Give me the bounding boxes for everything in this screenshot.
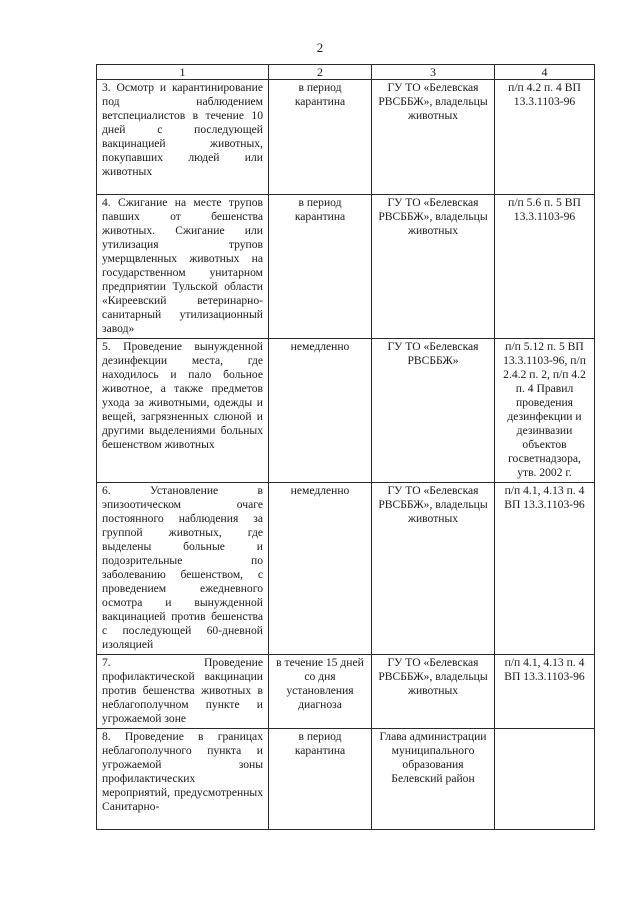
measure-cell: 7. Проведение профилактической вакцинации против бешенства животных в неблагополучном пункте и угрожаемой зоне (97, 655, 269, 729)
executor-cell: ГУ ТО «Белевская РВСББЖ», владельцы животных (372, 195, 495, 339)
term-cell: в период карантина (269, 729, 372, 830)
measure-cell: 6. Установление в эпизоотическом очаге постоянного наблюдения за группой животных, где выделены больные и подозрительные по заболеванию бешенством, с проведением ежедневного осмотра и вынужденной вакцинацией против бешенства с последующей 60-дневной изоляцией (97, 483, 269, 655)
table-row (97, 729, 595, 830)
basis-cell: п/п 4.2 п. 4 ВП 13.3.1103-96 (495, 80, 595, 195)
page-number: 2 (316, 40, 324, 55)
term-cell: немедленно (269, 339, 372, 483)
basis-cell (495, 729, 595, 830)
table-row (97, 655, 595, 729)
term-cell: немедленно (269, 483, 372, 655)
executor-cell: ГУ ТО «Белевская РВСББЖ», владельцы животных (372, 80, 495, 195)
basis-cell: п/п 5.12 п. 5 ВП 13.3.1103-96, п/п 2.4.2 п. 2, п/п 4.2 п. 4 Правил проведения дезинфекции и дезинвазии объектов госветнадзора, утв. 2002 г. (495, 339, 595, 483)
table-row (97, 195, 595, 339)
column-header: 1 (97, 65, 269, 80)
basis-cell: п/п 4.1, 4.13 п. 4 ВП 13.3.1103-96 (495, 483, 595, 655)
column-header: 2 (269, 65, 372, 80)
measure-cell: 4. Сжигание на месте трупов павших от бешенства животных. Сжигание или утилизация трупов умерщвленных животных на государственном унитарном предприятии Тульской области «Киреевский ветеринарно-санитарный утилизационный завод» (97, 195, 269, 339)
column-header: 4 (495, 65, 595, 80)
basis-cell: п/п 4.1, 4.13 п. 4 ВП 13.3.1103-96 (495, 655, 595, 729)
term-cell: в период карантина (269, 80, 372, 195)
measure-cell: 5. Проведение вынужденной дезинфекции места, где находилось и пало больное животное, а также предметов ухода за животными, одежды и вещей, загрязненных слюной и другими выделениями больных бешенством животных (97, 339, 269, 483)
table-row (97, 483, 595, 655)
executor-cell: ГУ ТО «Белевская РВСББЖ», владельцы животных (372, 483, 495, 655)
table-header-row (97, 65, 595, 80)
measure-cell: 3. Осмотр и карантинирование под наблюдением ветспециалистов в течение 10 дней с последующей вакцинацией животных, покупавших людей или животных (97, 80, 269, 195)
executor-cell: Глава администрации муниципального образования Белевский район (372, 729, 495, 830)
term-cell: в период карантина (269, 195, 372, 339)
column-header: 3 (372, 65, 495, 80)
executor-cell: ГУ ТО «Белевская РВСББЖ» (372, 339, 495, 483)
executor-cell: ГУ ТО «Белевская РВСББЖ», владельцы животных (372, 655, 495, 729)
measure-cell: 8. Проведение в границах неблагополучного пункта и угрожаемой зоны профилактических мероприятий, предусмотренных Санитарно- (97, 729, 269, 830)
basis-cell: п/п 5.6 п. 5 ВП 13.3.1103-96 (495, 195, 595, 339)
table-row (97, 339, 595, 483)
table-row (97, 80, 595, 195)
measures-table (96, 64, 595, 830)
term-cell: в течение 15 дней со дня установления диагноза (269, 655, 372, 729)
